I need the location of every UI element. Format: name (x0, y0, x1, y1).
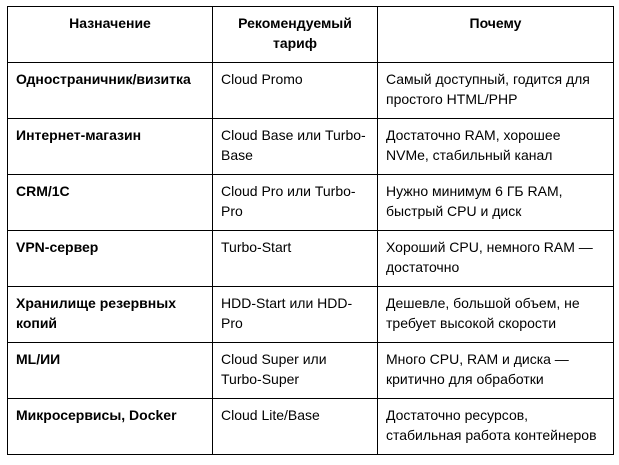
purpose-cell: Интернет-магазин (8, 119, 213, 175)
table-row (8, 63, 614, 119)
header-purpose: Назначение (8, 7, 213, 63)
tariff-cell: Cloud Super или Turbo-Super (213, 343, 378, 399)
reason-cell: Хороший CPU, немного RAM — достаточно (378, 231, 614, 287)
header-recommended-tariff: Рекомендуемый тариф (213, 7, 378, 63)
tariff-cell: Cloud Promo (213, 63, 378, 119)
table-header-row (8, 7, 614, 63)
tariff-cell: Turbo-Start (213, 231, 378, 287)
tariff-table (7, 6, 614, 455)
purpose-cell: CRM/1С (8, 175, 213, 231)
header-why: Почему (378, 7, 614, 63)
purpose-cell: VPN-сервер (8, 231, 213, 287)
table-row (8, 175, 614, 231)
purpose-cell: Хранилище резервных копий (8, 287, 213, 343)
tariff-cell: HDD-Start или HDD-Pro (213, 287, 378, 343)
reason-cell: Много CPU, RAM и диска — критично для обработки (378, 343, 614, 399)
purpose-cell: Одностраничник/визитка (8, 63, 213, 119)
reason-cell: Нужно минимум 6 ГБ RAM, быстрый CPU и диск (378, 175, 614, 231)
table-row (8, 343, 614, 399)
tariff-cell: Cloud Lite/Base (213, 399, 378, 455)
reason-cell: Достаточно RAM, хорошее NVMe, стабильный канал (378, 119, 614, 175)
reason-cell: Дешевле, большой объем, не требует высокой скорости (378, 287, 614, 343)
purpose-cell: ML/ИИ (8, 343, 213, 399)
purpose-cell: Микросервисы, Docker (8, 399, 213, 455)
tariff-cell: Cloud Pro или Turbo-Pro (213, 175, 378, 231)
table-row (8, 119, 614, 175)
table-row (8, 399, 614, 455)
table-row (8, 287, 614, 343)
table-row (8, 231, 614, 287)
reason-cell: Достаточно ресурсов, стабильная работа контейнеров (378, 399, 614, 455)
tariff-cell: Cloud Base или Turbo-Base (213, 119, 378, 175)
reason-cell: Самый доступный, годится для простого HTML/PHP (378, 63, 614, 119)
